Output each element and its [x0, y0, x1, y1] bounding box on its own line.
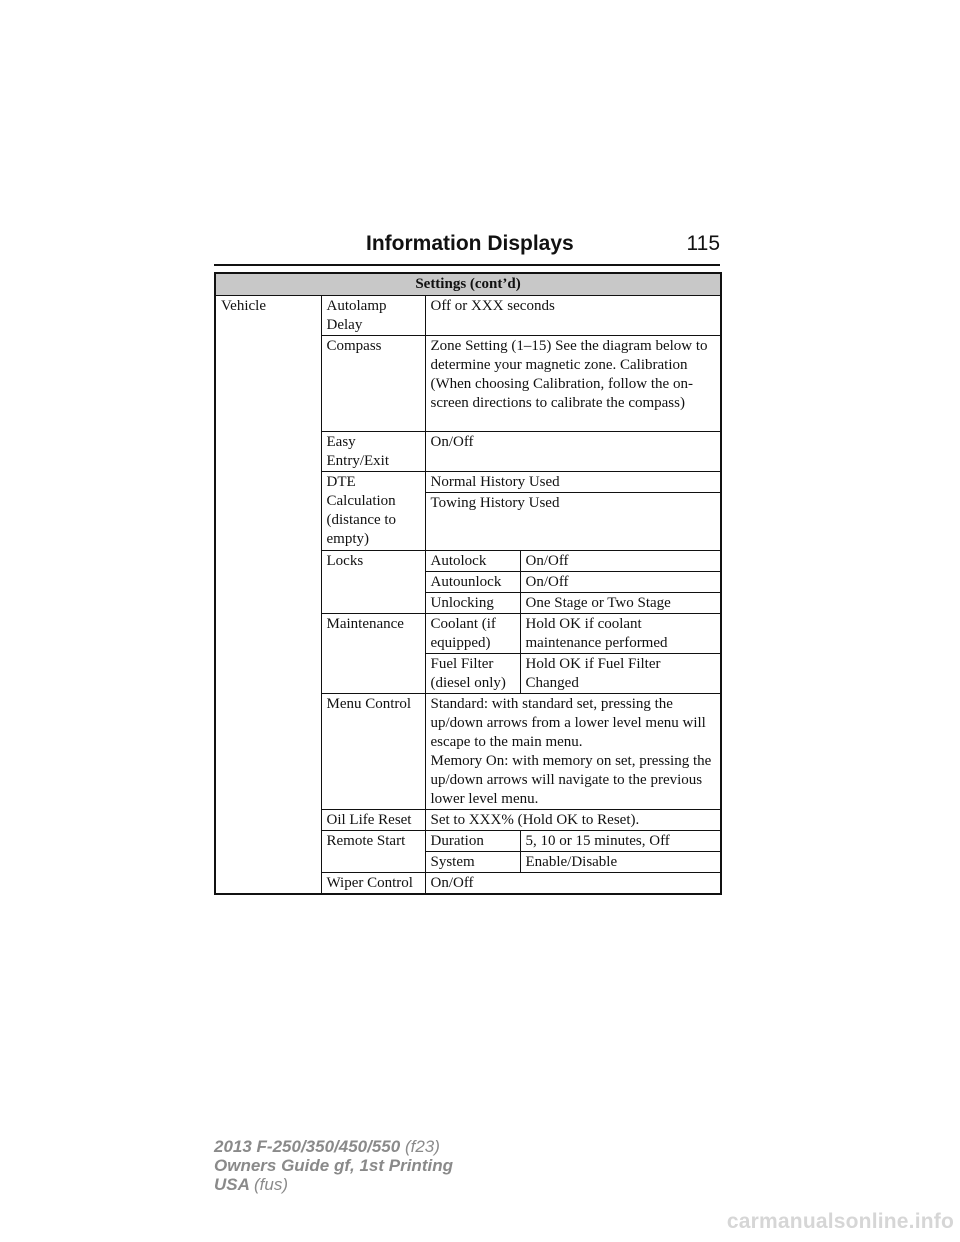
value-system: Enable/Disable [520, 852, 721, 873]
value-fuel-filter: Hold OK if Fuel Filter Changed [520, 654, 721, 694]
value-wiper-control: On/Off [425, 873, 721, 895]
header-rule [214, 264, 720, 266]
item-dte-calculation: DTE Calculation (distance to empty) [321, 472, 425, 551]
settings-table [214, 272, 722, 895]
footer-model-code: (f23) [404, 1137, 440, 1156]
watermark: carmanualsonline.info [726, 1210, 954, 1233]
footer-line-model [214, 1137, 453, 1156]
table-title: Settings (cont’d) [215, 273, 721, 296]
value-oil-life-reset: Set to XXX% (Hold OK to Reset). [425, 810, 721, 831]
item-autolamp-delay: Autolamp Delay [321, 296, 425, 336]
item-menu-control: Menu Control [321, 694, 425, 810]
footer-guide: Owners Guide gf, 1st Printing [214, 1156, 453, 1175]
item-locks: Locks [321, 551, 425, 614]
value-autounlock: On/Off [520, 572, 721, 593]
sub-system: System [425, 852, 520, 873]
item-compass: Compass [321, 336, 425, 432]
sub-autounlock: Autounlock [425, 572, 520, 593]
page-number: 115 [686, 232, 720, 255]
value-unlocking: One Stage or Two Stage [520, 593, 721, 614]
value-compass: Zone Setting (1–15) See the diagram below to determine your magnetic zone. Calibration (When choosing Calibration, follow the on-screen directions to calibrate the compass) [425, 336, 721, 432]
sub-autolock: Autolock [425, 551, 520, 572]
footer-line-region [214, 1175, 453, 1194]
footer-region-code: (fus) [254, 1175, 288, 1194]
page-header [214, 228, 720, 260]
item-maintenance: Maintenance [321, 614, 425, 694]
item-easy-entry-exit: Easy Entry/Exit [321, 432, 425, 472]
value-menu-control [425, 694, 721, 810]
item-remote-start: Remote Start [321, 831, 425, 873]
menu-control-memory: Memory On: with memory on set, pressing the up/down arrows will navigate to the previous lower level menu. [430, 753, 712, 807]
value-autolamp-delay: Off or XXX seconds [425, 296, 721, 336]
value-easy-entry-exit: On/Off [425, 432, 721, 472]
footer-model: 2013 F-250/350/450/550 [214, 1137, 401, 1156]
sub-duration: Duration [425, 831, 520, 852]
section-title: Information Displays [366, 232, 574, 255]
table-row [215, 296, 721, 336]
group-label: Vehicle [215, 296, 321, 895]
footer-region: USA [214, 1175, 250, 1194]
item-oil-life-reset: Oil Life Reset [321, 810, 425, 831]
item-wiper-control: Wiper Control [321, 873, 425, 895]
value-dte-normal: Normal History Used [425, 472, 721, 493]
value-autolock: On/Off [520, 551, 721, 572]
document-footer [214, 1137, 453, 1194]
value-duration: 5, 10 or 15 minutes, Off [520, 831, 721, 852]
sub-fuel-filter: Fuel Filter (diesel only) [425, 654, 520, 694]
sub-coolant: Coolant (if equipped) [425, 614, 520, 654]
sub-unlocking: Unlocking [425, 593, 520, 614]
menu-control-standard: Standard: with standard set, pressing the up/down arrows from a lower level menu will escape to the main menu. [430, 696, 706, 750]
value-coolant: Hold OK if coolant maintenance performed [520, 614, 721, 654]
value-dte-towing: Towing History Used [425, 493, 721, 551]
table-title-row [215, 273, 721, 296]
